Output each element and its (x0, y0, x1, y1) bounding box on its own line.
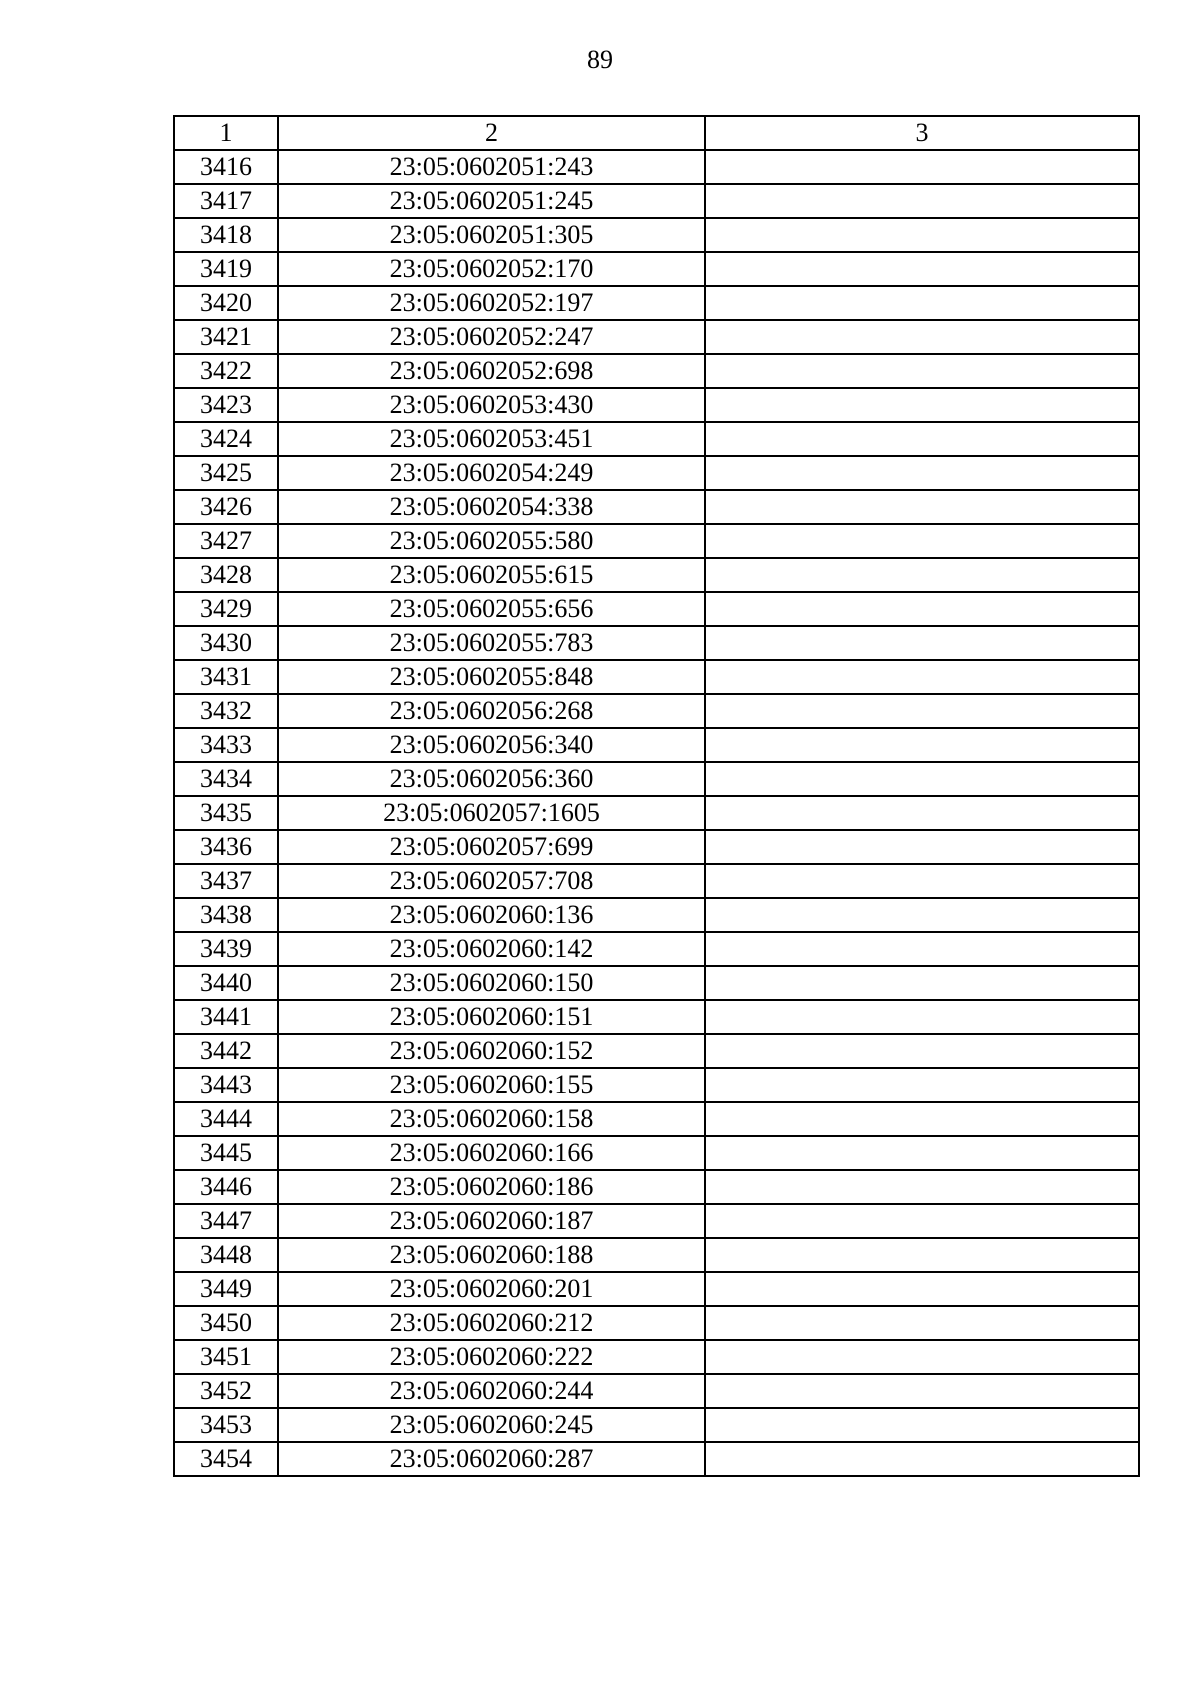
row-number-cell: 3422 (174, 354, 278, 388)
note-cell (705, 524, 1139, 558)
table-row (174, 864, 1139, 898)
row-number-cell: 3431 (174, 660, 278, 694)
note-cell (705, 456, 1139, 490)
row-number-cell: 3447 (174, 1204, 278, 1238)
table-header-row (174, 116, 1139, 150)
table-row (174, 388, 1139, 422)
note-cell (705, 354, 1139, 388)
note-cell (705, 1272, 1139, 1306)
cadastral-number-cell: 23:05:0602060:136 (278, 898, 705, 932)
cadastral-number-cell: 23:05:0602056:340 (278, 728, 705, 762)
note-cell (705, 558, 1139, 592)
cadastral-number-cell: 23:05:0602060:244 (278, 1374, 705, 1408)
table-body (174, 150, 1139, 1476)
row-number-cell: 3433 (174, 728, 278, 762)
note-cell (705, 728, 1139, 762)
note-cell (705, 388, 1139, 422)
row-number-cell: 3452 (174, 1374, 278, 1408)
row-number-cell: 3424 (174, 422, 278, 456)
cadastral-number-cell: 23:05:0602060:222 (278, 1340, 705, 1374)
cadastral-number-cell: 23:05:0602056:360 (278, 762, 705, 796)
header-cell-2: 2 (278, 116, 705, 150)
note-cell (705, 1340, 1139, 1374)
note-cell (705, 762, 1139, 796)
note-cell (705, 1170, 1139, 1204)
row-number-cell: 3436 (174, 830, 278, 864)
row-number-cell: 3423 (174, 388, 278, 422)
note-cell (705, 150, 1139, 184)
note-cell (705, 252, 1139, 286)
row-number-cell: 3441 (174, 1000, 278, 1034)
row-number-cell: 3448 (174, 1238, 278, 1272)
table-row (174, 558, 1139, 592)
row-number-cell: 3437 (174, 864, 278, 898)
row-number-cell: 3430 (174, 626, 278, 660)
note-cell (705, 864, 1139, 898)
table-row (174, 1408, 1139, 1442)
table-row (174, 184, 1139, 218)
table-row (174, 1034, 1139, 1068)
table-row (174, 1306, 1139, 1340)
note-cell (705, 1374, 1139, 1408)
cadastral-number-cell: 23:05:0602060:212 (278, 1306, 705, 1340)
note-cell (705, 1034, 1139, 1068)
cadastral-number-cell: 23:05:0602055:848 (278, 660, 705, 694)
note-cell (705, 286, 1139, 320)
table-row (174, 524, 1139, 558)
row-number-cell: 3443 (174, 1068, 278, 1102)
table-row (174, 898, 1139, 932)
row-number-cell: 3426 (174, 490, 278, 524)
note-cell (705, 694, 1139, 728)
note-cell (705, 1136, 1139, 1170)
note-cell (705, 966, 1139, 1000)
cadastral-number-cell: 23:05:0602057:699 (278, 830, 705, 864)
cadastral-number-cell: 23:05:0602060:166 (278, 1136, 705, 1170)
table-row (174, 218, 1139, 252)
note-cell (705, 932, 1139, 966)
table-row (174, 1374, 1139, 1408)
table-row (174, 422, 1139, 456)
row-number-cell: 3449 (174, 1272, 278, 1306)
table-row (174, 830, 1139, 864)
cadastral-number-cell: 23:05:0602054:249 (278, 456, 705, 490)
page-number: 89 (587, 45, 613, 74)
cadastral-number-cell: 23:05:0602055:615 (278, 558, 705, 592)
row-number-cell: 3427 (174, 524, 278, 558)
cadastral-number-cell: 23:05:0602051:245 (278, 184, 705, 218)
cadastral-number-cell: 23:05:0602060:158 (278, 1102, 705, 1136)
note-cell (705, 490, 1139, 524)
table-row (174, 762, 1139, 796)
row-number-cell: 3439 (174, 932, 278, 966)
table-row (174, 1068, 1139, 1102)
cadastral-number-cell: 23:05:0602060:186 (278, 1170, 705, 1204)
cadastral-number-cell: 23:05:0602056:268 (278, 694, 705, 728)
table-row (174, 1102, 1139, 1136)
table-row (174, 796, 1139, 830)
cadastral-number-cell: 23:05:0602052:247 (278, 320, 705, 354)
cadastral-number-cell: 23:05:0602054:338 (278, 490, 705, 524)
row-number-cell: 3445 (174, 1136, 278, 1170)
table-row (174, 592, 1139, 626)
table-row (174, 1442, 1139, 1476)
row-number-cell: 3451 (174, 1340, 278, 1374)
note-cell (705, 660, 1139, 694)
row-number-cell: 3417 (174, 184, 278, 218)
row-number-cell: 3438 (174, 898, 278, 932)
row-number-cell: 3416 (174, 150, 278, 184)
cadastral-number-cell: 23:05:0602052:170 (278, 252, 705, 286)
cadastral-number-cell: 23:05:0602052:698 (278, 354, 705, 388)
cadastral-number-cell: 23:05:0602053:430 (278, 388, 705, 422)
row-number-cell: 3454 (174, 1442, 278, 1476)
cadastral-number-cell: 23:05:0602051:305 (278, 218, 705, 252)
table-row (174, 1204, 1139, 1238)
note-cell (705, 626, 1139, 660)
table-row (174, 252, 1139, 286)
note-cell (705, 796, 1139, 830)
row-number-cell: 3418 (174, 218, 278, 252)
row-number-cell: 3440 (174, 966, 278, 1000)
row-number-cell: 3446 (174, 1170, 278, 1204)
table-row (174, 660, 1139, 694)
cadastral-number-cell: 23:05:0602060:151 (278, 1000, 705, 1034)
table-row (174, 1000, 1139, 1034)
cadastral-number-cell: 23:05:0602055:656 (278, 592, 705, 626)
header-cell-3: 3 (705, 116, 1139, 150)
table-row (174, 728, 1139, 762)
table-row (174, 694, 1139, 728)
cadastral-number-cell: 23:05:0602060:188 (278, 1238, 705, 1272)
row-number-cell: 3432 (174, 694, 278, 728)
cadastral-number-cell: 23:05:0602060:201 (278, 1272, 705, 1306)
registry-table (173, 115, 1140, 1477)
cadastral-number-cell: 23:05:0602051:243 (278, 150, 705, 184)
row-number-cell: 3444 (174, 1102, 278, 1136)
cadastral-number-cell: 23:05:0602057:708 (278, 864, 705, 898)
cadastral-number-cell: 23:05:0602053:451 (278, 422, 705, 456)
cadastral-number-cell: 23:05:0602055:783 (278, 626, 705, 660)
row-number-cell: 3450 (174, 1306, 278, 1340)
cadastral-number-cell: 23:05:0602060:142 (278, 932, 705, 966)
cadastral-number-cell: 23:05:0602052:197 (278, 286, 705, 320)
cadastral-number-cell: 23:05:0602060:187 (278, 1204, 705, 1238)
cadastral-number-cell: 23:05:0602060:155 (278, 1068, 705, 1102)
note-cell (705, 1102, 1139, 1136)
row-number-cell: 3429 (174, 592, 278, 626)
table-row (174, 1136, 1139, 1170)
cadastral-number-cell: 23:05:0602055:580 (278, 524, 705, 558)
cadastral-number-cell: 23:05:0602057:1605 (278, 796, 705, 830)
table-row (174, 456, 1139, 490)
row-number-cell: 3435 (174, 796, 278, 830)
note-cell (705, 218, 1139, 252)
row-number-cell: 3453 (174, 1408, 278, 1442)
table-row (174, 1340, 1139, 1374)
note-cell (705, 1204, 1139, 1238)
table-row (174, 354, 1139, 388)
row-number-cell: 3442 (174, 1034, 278, 1068)
note-cell (705, 1000, 1139, 1034)
note-cell (705, 830, 1139, 864)
note-cell (705, 1442, 1139, 1476)
row-number-cell: 3419 (174, 252, 278, 286)
note-cell (705, 320, 1139, 354)
table-row (174, 966, 1139, 1000)
note-cell (705, 1306, 1139, 1340)
cadastral-number-cell: 23:05:0602060:150 (278, 966, 705, 1000)
table-row (174, 1238, 1139, 1272)
table-row (174, 1170, 1139, 1204)
note-cell (705, 422, 1139, 456)
table-row (174, 490, 1139, 524)
table-row (174, 286, 1139, 320)
row-number-cell: 3434 (174, 762, 278, 796)
note-cell (705, 1238, 1139, 1272)
note-cell (705, 898, 1139, 932)
table-row (174, 150, 1139, 184)
header-cell-1: 1 (174, 116, 278, 150)
note-cell (705, 1408, 1139, 1442)
note-cell (705, 1068, 1139, 1102)
table-row (174, 932, 1139, 966)
table-row (174, 626, 1139, 660)
row-number-cell: 3428 (174, 558, 278, 592)
row-number-cell: 3420 (174, 286, 278, 320)
note-cell (705, 184, 1139, 218)
note-cell (705, 592, 1139, 626)
cadastral-number-cell: 23:05:0602060:152 (278, 1034, 705, 1068)
cadastral-number-cell: 23:05:0602060:245 (278, 1408, 705, 1442)
table-row (174, 1272, 1139, 1306)
row-number-cell: 3421 (174, 320, 278, 354)
table-row (174, 320, 1139, 354)
row-number-cell: 3425 (174, 456, 278, 490)
cadastral-number-cell: 23:05:0602060:287 (278, 1442, 705, 1476)
